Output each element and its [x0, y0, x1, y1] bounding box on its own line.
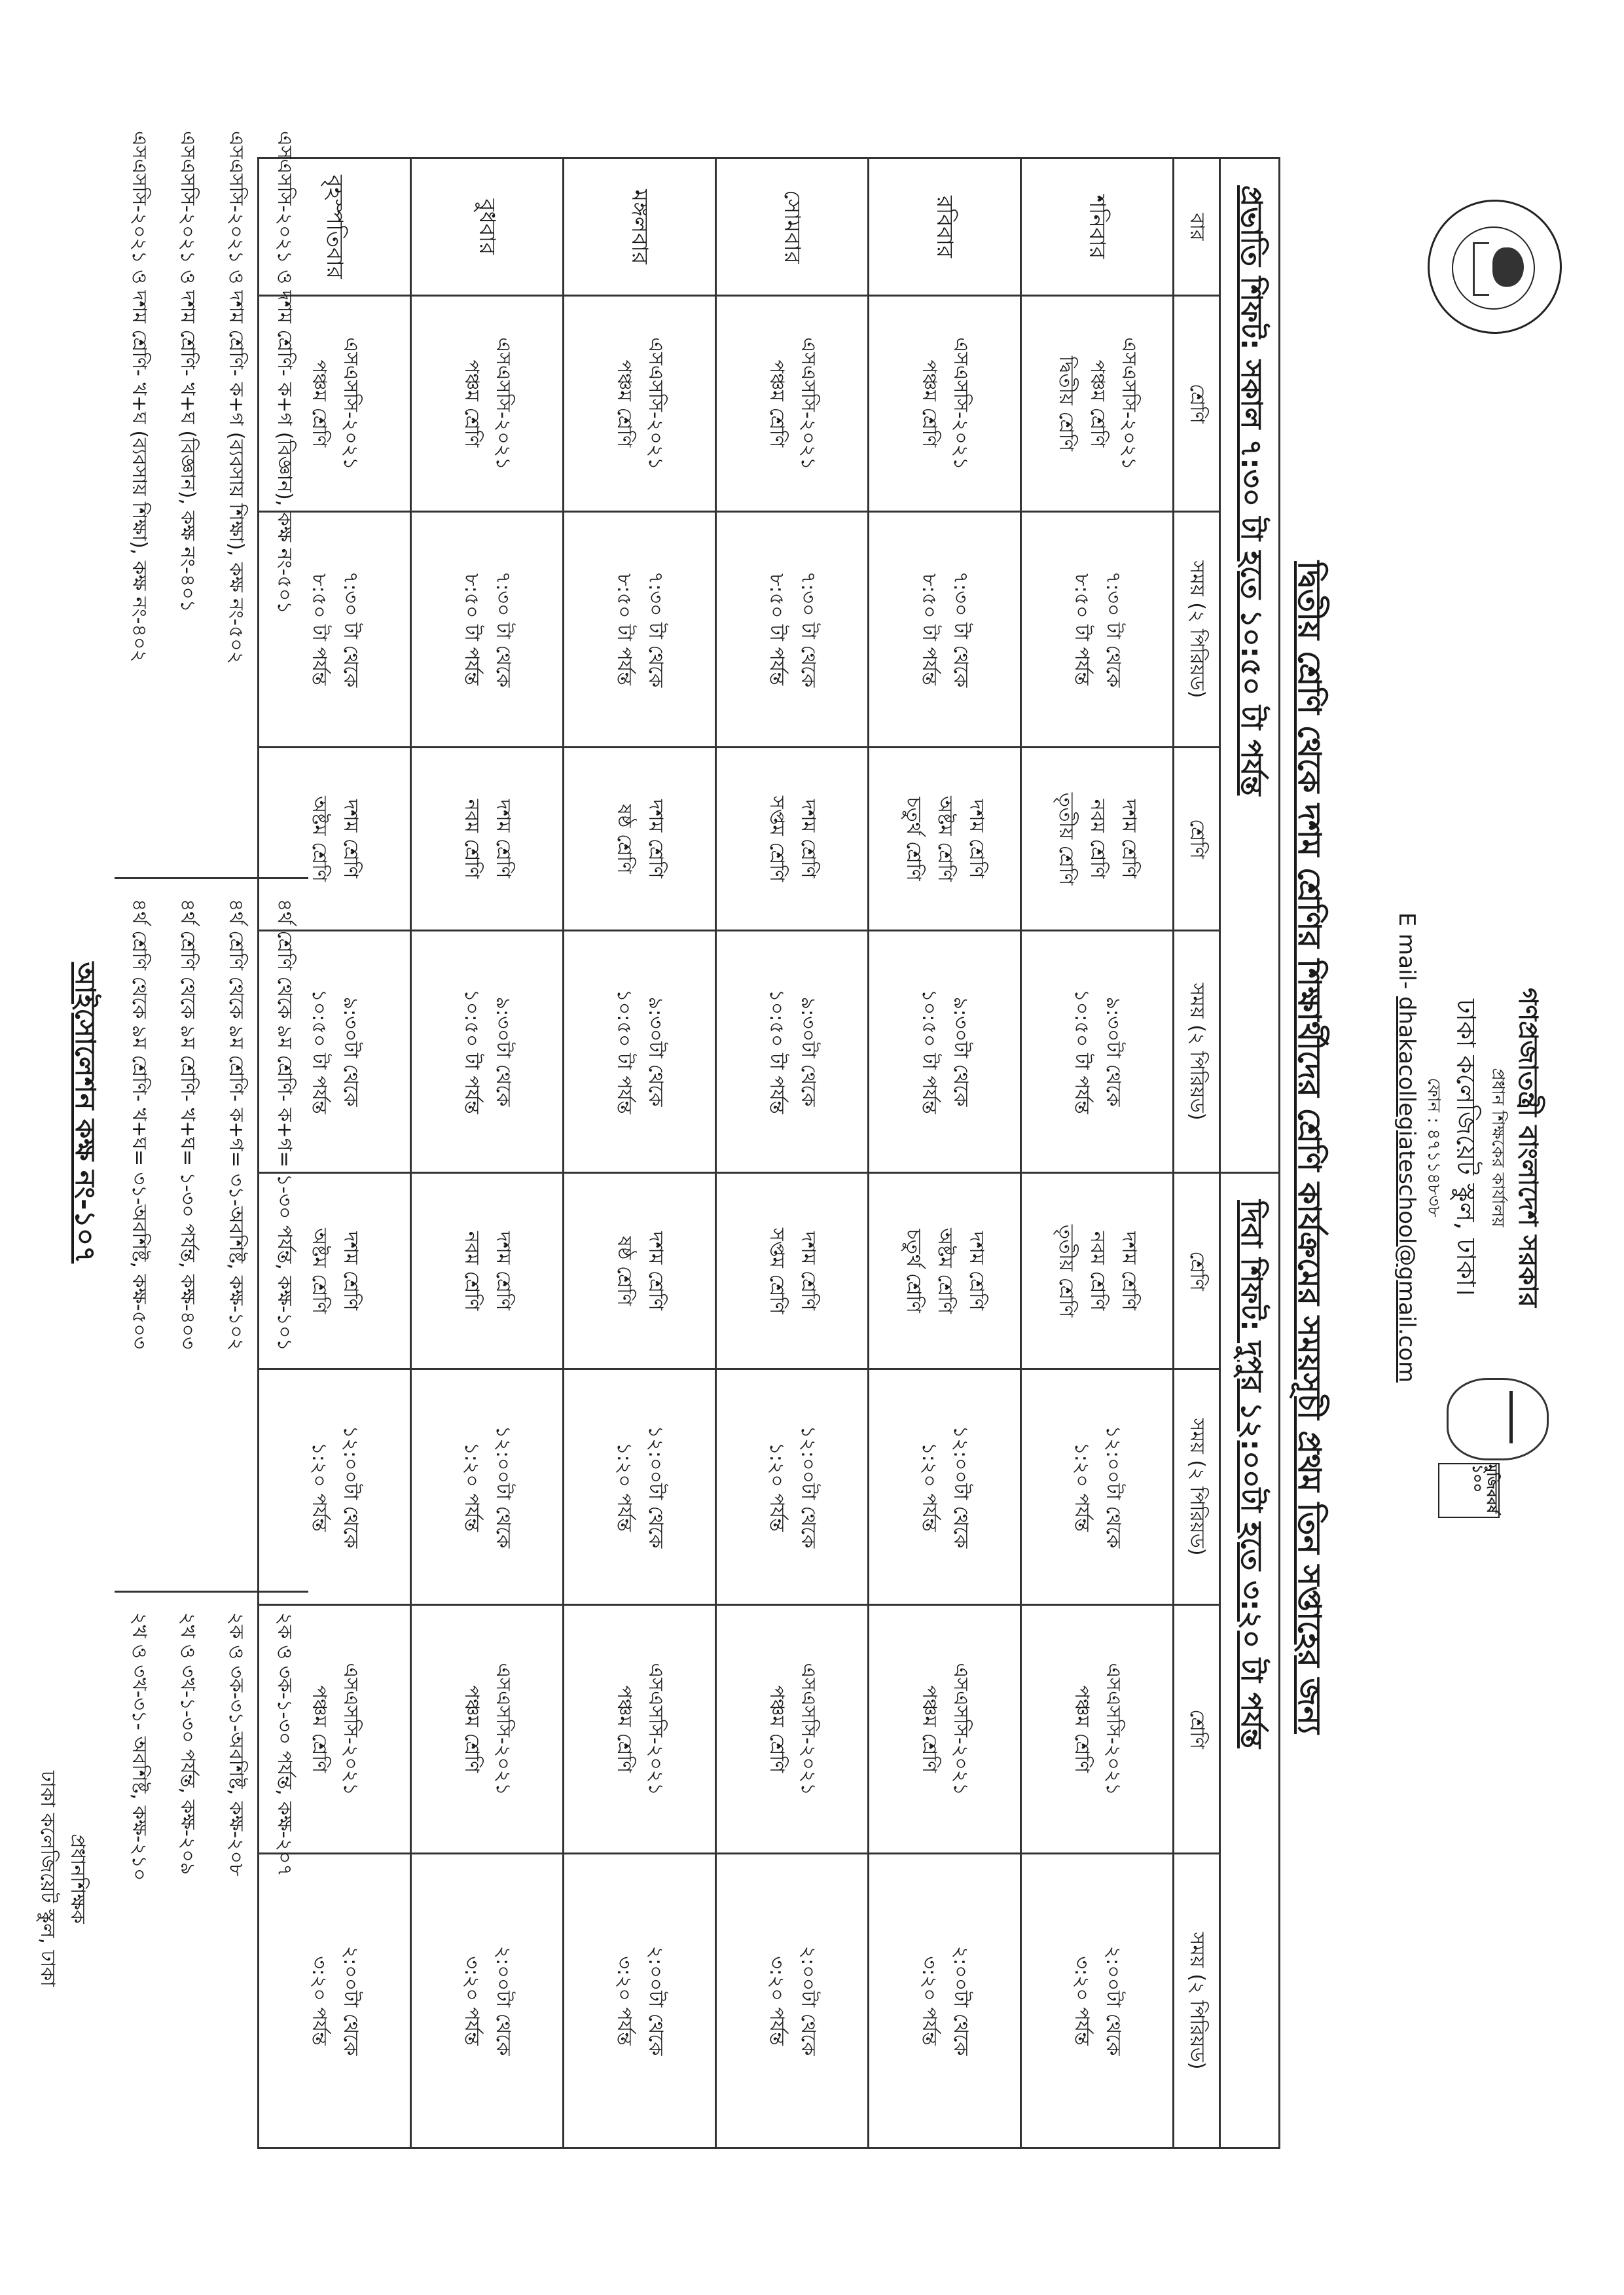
time-text: ৯:৩০টা থেকে	[339, 996, 362, 1107]
time-text: ৭:৩০ টা থেকে	[492, 571, 514, 688]
signature-block	[32, 1715, 92, 2042]
class-text: তৃতীয় শ্রেণি	[1055, 792, 1077, 886]
time-text: ৮:৫০ টা পর্যন্ত	[613, 573, 636, 685]
class-text: পঞ্চম শ্রেণি	[308, 359, 331, 448]
email-line	[1394, 0, 1420, 2295]
col-class: শ্রেণি	[1174, 1173, 1220, 1369]
period-time-cell	[869, 931, 1021, 1173]
time-text: ৭:৩০ টা থেকে	[949, 571, 972, 688]
time-text: ১২:০০টা থেকে	[339, 1425, 362, 1549]
period-time-cell	[869, 1854, 1021, 2148]
class-text: পঞ্চম শ্রেণি	[765, 359, 788, 448]
time-text: ৯:৩০টা থেকে	[949, 996, 972, 1107]
class-cell	[716, 296, 869, 512]
schedule-rows	[259, 158, 1174, 2148]
email-prefix: E mail-	[1394, 912, 1420, 997]
day-name: মঙ্গলবার	[564, 158, 716, 296]
period-time-cell	[411, 931, 564, 1173]
period-time-cell	[869, 512, 1021, 748]
class-cell	[869, 748, 1021, 931]
office-line: প্রধান শিক্ষকের কার্যালয়	[1488, 1068, 1507, 1227]
time-text: ১:২০ পর্যন্ত	[613, 1442, 636, 1532]
class-text: এসএসসি-২০২১	[1117, 337, 1140, 470]
period-time-cell	[1021, 512, 1174, 748]
time-text: ২:০০টা থেকে	[797, 1945, 820, 2056]
room-line: ৪র্থ শ্রেণি থেকে ৯ম শ্রেণি- খ+ঘ= ১-৩০ পর্যন্ত, কক্ষ-৪০৩	[176, 899, 199, 1350]
col-time: সময় (২ পিরিয়ড)	[1174, 1369, 1220, 1605]
time-text: ৯:৩০টা থেকে	[492, 996, 514, 1107]
time-text: ৯:৩০টা থেকে	[644, 996, 667, 1107]
class-text: এসএসসি-২০২১	[492, 337, 514, 470]
day-name: সোমবার	[716, 158, 869, 296]
period-time-cell	[411, 1854, 564, 2148]
class-cell	[564, 748, 716, 931]
class-text: চতুর্থ শ্রেণি	[902, 797, 925, 881]
time-text: ১০:৫০ টা পর্যন্ত	[918, 989, 941, 1114]
class-cell	[411, 1605, 564, 1854]
room-line: ২খ ও ৩খ-৩১- অবশিষ্ট, কক্ষ-২১০	[128, 1612, 151, 1881]
table-row	[564, 158, 716, 2148]
class-text: পঞ্চম শ্রেণি	[308, 1685, 331, 1773]
time-text: ৮:৫০ টা পর্যন্ত	[918, 573, 941, 685]
period-time-cell	[564, 1854, 716, 2148]
class-text: দশম শ্রেণি	[492, 1231, 514, 1310]
class-text: নবম শ্রেণি	[1086, 1231, 1109, 1311]
class-text: পঞ্চম শ্রেণি	[918, 359, 941, 448]
class-text: দশম শ্রেণি	[644, 799, 667, 878]
day-name: বৃহস্পতিবার	[259, 158, 411, 296]
class-cell	[1021, 1173, 1174, 1369]
class-cell	[411, 296, 564, 512]
time-text: ৩:২০ পর্যন্ত	[1070, 1956, 1093, 2046]
class-text: দশম শ্রেণি	[644, 1231, 667, 1310]
day-name: শনিবার	[1021, 158, 1174, 296]
class-text: অষ্টম শ্রেণি	[933, 1228, 956, 1314]
class-text: নবম শ্রেণি	[1086, 799, 1109, 879]
morning-shift-heading: প্রভাতি শিফট: সকাল ৭:৩০ টা হতে ১০:৫০ টা পর্যন্ত	[1220, 158, 1280, 1173]
day-shift-heading: দিবা শিফট: দুপুর ১২:০০টা হতে ৩:২০ টা পর্যন্ত	[1220, 1173, 1280, 2148]
phone-line: ফোন : ৪৭১১৪৮৩৮	[1424, 1077, 1443, 1218]
column-header-row	[1174, 158, 1220, 2148]
time-text: ৮:৫০ টা পর্যন্ত	[1070, 573, 1093, 685]
room-line: ২ক ও ৩ক-৩১-অবশিষ্ট, কক্ষ-২০৮	[225, 1612, 247, 1877]
signature-title: প্রধানশিক্ষক	[66, 1834, 89, 1924]
class-text: অষ্টম শ্রেণি	[933, 796, 956, 882]
signature-school: ঢাকা কলেজিয়েট স্কুল, ঢাকা	[36, 1771, 59, 1987]
class-cell	[564, 296, 716, 512]
col-class: শ্রেণি	[1174, 748, 1220, 931]
class-text: পঞ্চম শ্রেণি	[460, 359, 483, 448]
table-row	[411, 158, 564, 2148]
time-text: ৭:৩০ টা থেকে	[797, 571, 820, 688]
document-title: দ্বিতীয় শ্রেণি থেকে দশম শ্রেণির শিক্ষার্থীদের শ্রেণি কার্যক্রমের সময়সূচী প্রথম তিন সপ্তাহের জন্য	[1291, 560, 1327, 1735]
col-class: শ্রেণি	[1174, 1605, 1220, 1854]
time-text: ৩:২০ পর্যন্ত	[613, 1956, 636, 2046]
email-address: dhakacollegiateschool@gmail.com	[1394, 996, 1420, 1383]
time-text: ১:২০ পর্যন্ত	[1070, 1442, 1093, 1532]
time-text: ৩:২০ পর্যন্ত	[918, 1956, 941, 2046]
room-line: এসএসসি-২০২১ ও দশম শ্রেণি- ক+গ (বিজ্ঞান), কক্ষ নং-৫০১	[273, 131, 296, 614]
class-text: ষষ্ঠ শ্রেণি	[613, 1236, 636, 1306]
period-time-cell	[564, 931, 716, 1173]
class-text: দশম শ্রেণি	[339, 799, 362, 878]
isolation-room-note: আইসোলেশন কক্ষ নং-১০৭	[69, 962, 101, 1264]
room-line: ৪র্থ শ্রেণি থেকে ৯ম শ্রেণি- ক+গ= ১-৩০ পর্যন্ত, কক্ষ-১০১	[273, 899, 296, 1351]
class-text: দ্বিতীয় শ্রেণি	[1055, 355, 1077, 452]
class-text: নবম শ্রেণি	[460, 1231, 483, 1311]
class-text: তৃতীয় শ্রেণি	[1055, 1224, 1077, 1318]
class-text: চতুর্থ শ্রেণি	[902, 1229, 925, 1313]
period-time-cell	[1021, 1369, 1174, 1605]
room-line: ২ক ও ৩ক-১-৩০ পর্যন্ত, কক্ষ-২০৭	[273, 1612, 296, 1877]
room-list-ssc	[115, 131, 308, 844]
class-text: পঞ্চম শ্রেণি	[1070, 1685, 1093, 1773]
class-text: ষষ্ঠ শ্রেণি	[613, 804, 636, 874]
col-day: বার	[1174, 158, 1220, 296]
time-text: ১:২০ পর্যন্ত	[918, 1442, 941, 1532]
time-text: ১:২০ পর্যন্ত	[308, 1442, 331, 1532]
class-cell	[869, 1173, 1021, 1369]
class-text: পঞ্চম শ্রেণি	[613, 359, 636, 448]
period-time-cell	[716, 512, 869, 748]
school-name: ঢাকা কলেজিয়েট স্কুল, ঢাকা।	[1451, 999, 1481, 1296]
class-text: এসএসসি-২০২১	[797, 337, 820, 470]
class-text: সপ্তম শ্রেণি	[765, 1227, 788, 1314]
time-text: ২:০০টা থেকে	[492, 1945, 514, 2056]
class-text: এসএসসি-২০২১	[1102, 1663, 1125, 1796]
day-name: বুধবার	[411, 158, 564, 296]
time-text: ২:০০টা থেকে	[644, 1945, 667, 2056]
class-cell	[716, 1605, 869, 1854]
government-heading: গণপ্রজাতন্ত্রী বাংলাদেশ সরকার	[1513, 988, 1543, 1307]
class-text: দশম শ্রেণি	[1117, 1231, 1140, 1310]
time-text: ১:২০ পর্যন্ত	[460, 1442, 483, 1532]
time-text: ১২:০০টা থেকে	[797, 1425, 820, 1549]
time-text: ১০:৫০ টা পর্যন্ত	[308, 989, 331, 1114]
table-row	[1021, 158, 1174, 2148]
time-text: ১২:০০টা থেকে	[492, 1425, 514, 1549]
time-text: ৭:৩০ টা থেকে	[644, 571, 667, 688]
class-text: পঞ্চম শ্রেণি	[460, 1685, 483, 1773]
time-text: ৩:২০ পর্যন্ত	[308, 1956, 331, 2046]
schedule-table	[257, 157, 1280, 2149]
class-cell	[411, 748, 564, 931]
period-time-cell	[564, 1369, 716, 1605]
time-text: ২:০০টা থেকে	[949, 1945, 972, 2056]
class-text: দশম শ্রেণি	[797, 799, 820, 878]
class-text: অষ্টম শ্রেণি	[308, 796, 331, 882]
period-time-cell	[1021, 1854, 1174, 2148]
class-cell	[716, 748, 869, 931]
time-text: ১২:০০টা থেকে	[644, 1425, 667, 1549]
mujib-borsho-caption: মুজিববর্ষ ১০০	[1438, 1463, 1500, 1518]
time-text: ৮:৫০ টা পর্যন্ত	[765, 573, 788, 685]
class-cell	[869, 1605, 1021, 1854]
class-cell	[1021, 296, 1174, 512]
day-name: রবিবার	[869, 158, 1021, 296]
time-text: ৮:৫০ টা পর্যন্ত	[460, 573, 483, 685]
time-text: ১২:০০টা থেকে	[949, 1425, 972, 1549]
class-text: দশম শ্রেণি	[965, 799, 988, 878]
time-text: ১০:৫০ টা পর্যন্ত	[613, 989, 636, 1114]
time-text: ৭:৩০ টা থেকে	[339, 571, 362, 688]
col-time: সময় (২ পিরিয়ড)	[1174, 931, 1220, 1173]
class-text: অষ্টম শ্রেণি	[308, 1228, 331, 1314]
time-text: ৭:৩০ টা থেকে	[1102, 571, 1125, 688]
time-text: ৩:২০ পর্যন্ত	[765, 1956, 788, 2046]
time-text: ৩:২০ পর্যন্ত	[460, 1956, 483, 2046]
time-text: ১২:০০টা থেকে	[1102, 1425, 1125, 1549]
room-line: ২খ ও ৩খ-১-৩০ পর্যন্ত, কক্ষ-২০৯	[176, 1612, 199, 1875]
class-text: নবম শ্রেণি	[460, 799, 483, 879]
class-text: দশম শ্রেণি	[965, 1231, 988, 1310]
class-text: পঞ্চম শ্রেণি	[765, 1685, 788, 1773]
room-line: এসএসসি-২০২১ ও দশম শ্রেণি- খ+ঘ (ব্যবসায় শিক্ষা), কক্ষ নং-৪০২	[128, 131, 151, 662]
period-time-cell	[564, 512, 716, 748]
table-row	[716, 158, 869, 2148]
class-text: এসএসসি-২০২১	[339, 1663, 362, 1796]
room-list-2-3	[115, 1591, 308, 2201]
time-text: ৯:৩০টা থেকে	[1102, 996, 1125, 1107]
col-time: সময় (২ পিরিয়ড)	[1174, 512, 1220, 748]
class-cell	[869, 296, 1021, 512]
period-time-cell	[716, 1369, 869, 1605]
col-time: সময় (২ পিরিয়ড)	[1174, 1854, 1220, 2148]
class-text: এসএসসি-২০২১	[644, 1663, 667, 1796]
class-text: এসএসসি-২০২১	[644, 337, 667, 470]
class-text: এসএসসি-২০২১	[797, 1663, 820, 1796]
class-text: এসএসসি-২০২১	[949, 337, 972, 470]
class-cell	[716, 1173, 869, 1369]
time-text: ১০:৫০ টা পর্যন্ত	[460, 989, 483, 1114]
class-text: এসএসসি-২০২১	[339, 337, 362, 470]
period-time-cell	[869, 1369, 1021, 1605]
class-text: পঞ্চম শ্রেণি	[1086, 359, 1109, 448]
time-text: ১০:৫০ টা পর্যন্ত	[1070, 989, 1093, 1114]
class-text: দশম শ্রেণি	[797, 1231, 820, 1310]
period-time-cell	[716, 931, 869, 1173]
room-allocation	[112, 131, 308, 2186]
time-text: ১:২০ পর্যন্ত	[765, 1442, 788, 1532]
class-text: এসএসসি-২০২১	[492, 1663, 514, 1796]
room-line: এসএসসি-২০২১ ও দশম শ্রেণি- ক+গ (ব্যবসায় শিক্ষা), কক্ষ নং-৫০২	[225, 131, 247, 664]
class-text: পঞ্চম শ্রেণি	[613, 1685, 636, 1773]
room-line: এসএসসি-২০২১ ও দশম শ্রেণি- খ+ঘ (বিজ্ঞান), কক্ষ নং-৪০১	[176, 131, 199, 613]
time-text: ১০:৫০ টা পর্যন্ত	[765, 989, 788, 1114]
period-time-cell	[411, 1369, 564, 1605]
class-text: সপ্তম শ্রেণি	[765, 795, 788, 882]
class-text: পঞ্চম শ্রেণি	[918, 1685, 941, 1773]
col-class: শ্রেণি	[1174, 296, 1220, 512]
class-cell	[564, 1173, 716, 1369]
class-cell	[1021, 748, 1174, 931]
table-row	[869, 158, 1021, 2148]
class-text: দশম শ্রেণি	[1117, 799, 1140, 878]
class-cell	[564, 1605, 716, 1854]
time-text: ২:০০টা থেকে	[339, 1945, 362, 2056]
room-list-4-9	[115, 877, 308, 1580]
room-line: ৪র্থ শ্রেণি থেকে ৯ম শ্রেণি- খ+ঘ= ৩১-অবশিষ্ট, কক্ষ-৫০৩	[128, 899, 151, 1350]
period-time-cell	[411, 512, 564, 748]
class-text: এসএসসি-২০২১	[949, 1663, 972, 1796]
class-cell	[1021, 1605, 1174, 1854]
time-text: ৯:৩০টা থেকে	[797, 996, 820, 1107]
class-text: দশম শ্রেণি	[339, 1231, 362, 1310]
class-text: দশম শ্রেণি	[492, 799, 514, 878]
time-text: ৮:৫০ টা পর্যন্ত	[308, 573, 331, 685]
period-time-cell	[716, 1854, 869, 2148]
period-time-cell	[1021, 931, 1174, 1173]
class-cell	[411, 1173, 564, 1369]
time-text: ২:০০টা থেকে	[1102, 1945, 1125, 2056]
room-line: ৪র্থ শ্রেণি থেকে ৯ম শ্রেণি- ক+গ= ৩১-অবশিষ্ট, কক্ষ-১০২	[225, 899, 247, 1351]
